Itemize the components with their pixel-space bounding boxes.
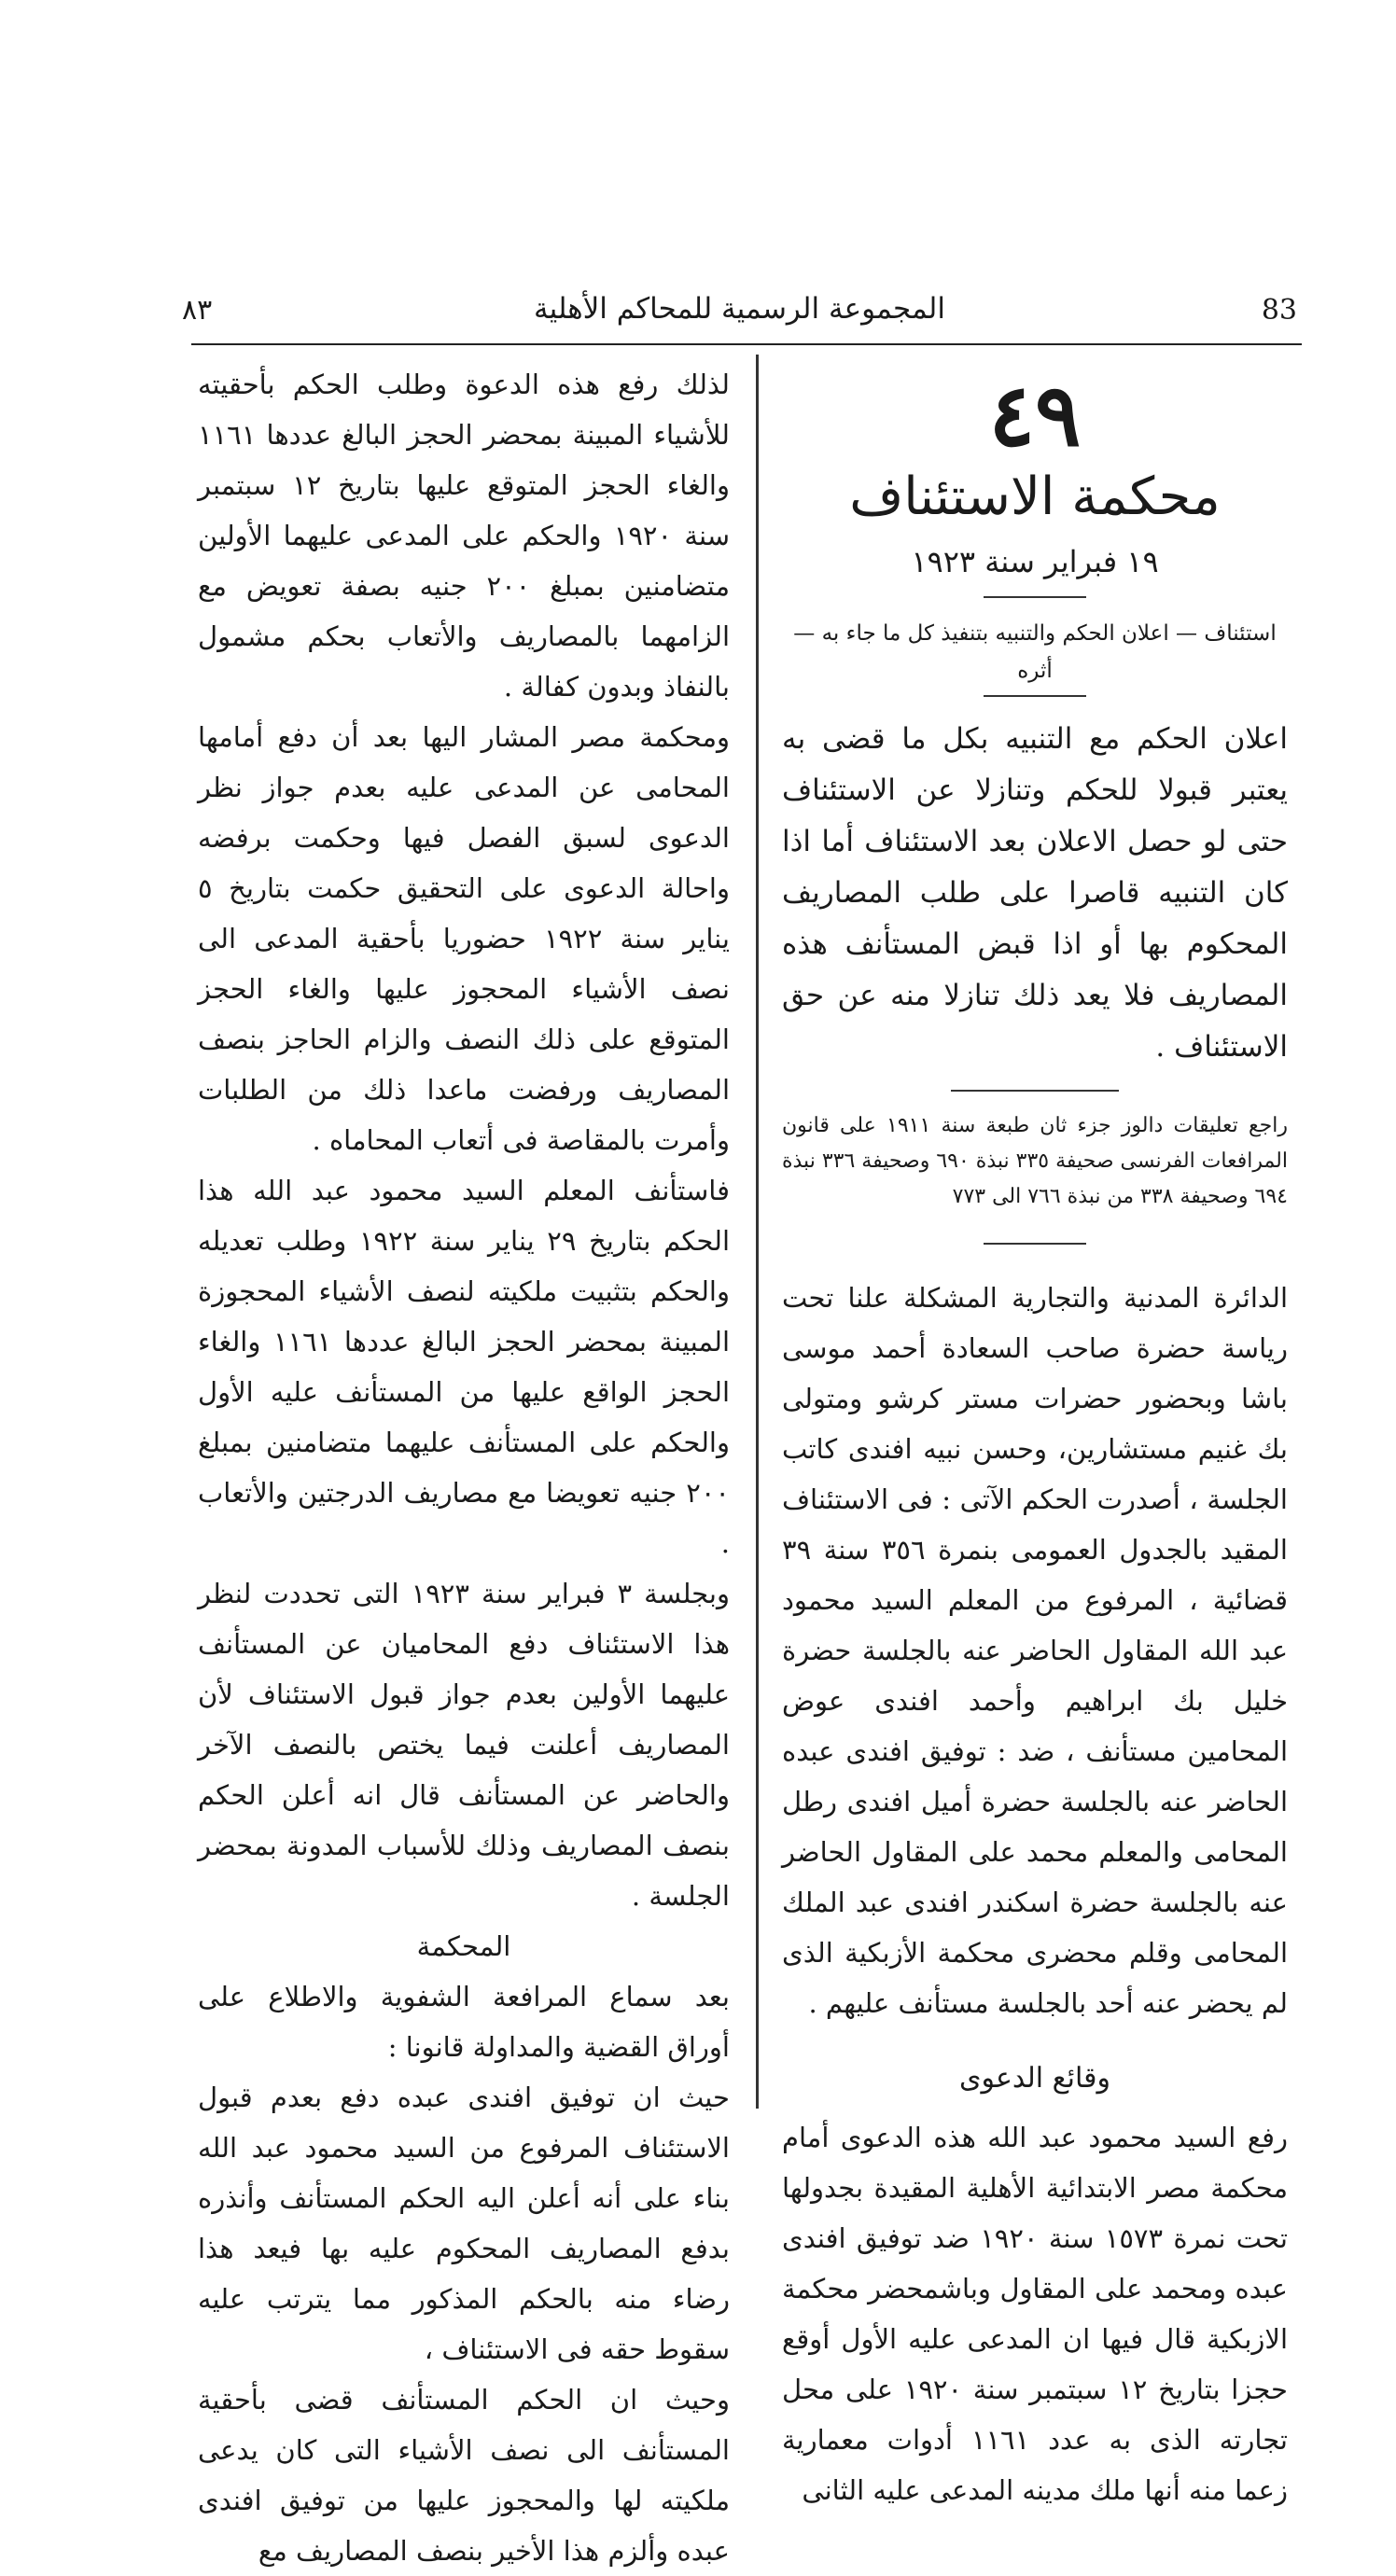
case-number: ٤٩ [988, 365, 1082, 466]
court-composition: الدائرة المدنية والتجارية المشكلة علنا تحت رياسة حضرة صاحب السعادة أحمد موسى باشا وبحضور حضرات مستر كرشو ومتولى بك غنيم مستشارين، وحسن نبيه افندى كاتب الجلسة ، أصدرت الحكم الآتى : فى الاستئناف المقيد بالجدول العمومى بنمرة ٣٥٦ سنة ٣٩ قضائية ، المرفوع من المعلم السيد محمود عبد الله المقاول الحاضر عنه بالجلسة حضرة خليل بك ابراهيم وأحمد افندى عوض المحامين مستأنف ، ضد : توفيق افندى عبده الحاضر عنه بالجلسة حضرة أميل افندى رطل المحامى والمعلم محمد على المقاول الحاضر عنه بالجلسة حضرة اسكندر افندى عبد الملك المحامى وقلم محضرى محكمة الأزبكية الذى لم يحضر عنه أحد بالجلسة مستأنف عليهم . [782, 1282, 1288, 2019]
paragraph: ومحكمة مصر المشار اليها بعد أن دفع أمامها المحامى عن المدعى عليه بعدم جواز نظر الدعوى لسبق الفصل فيها وحكمت برفضه واحالة الدعوى على التحقيق حكمت بتاريخ ٥ يناير سنة ١٩٢٢ حضوريا بأحقية المدعى الى نصف الأشياء المحجوز عليها والغاء الحجز المتوقع على ذلك النصف والزام الحاجز بنصف المصاريف ورفضت ماعدا ذلك من الطلبات وأمرت بالمقاصة فى أتعاب المحاماه . [198, 721, 730, 1156]
page-header [182, 285, 1297, 341]
page-number-arabic: ٨٣ [182, 294, 213, 327]
doctrine-reference: راجع تعليقات دالوز جزء ثان طبعة سنة ١٩١١ على قانون المرافعات الفرنسى صحيفة ٣٣٥ نبذة ٦٩٠ وصحيفة ٣٣٦ نبذة ٦٩٤ وصحيفة ٣٣٨ من نبذة ٧٦٦ الى ٧٧٣ [781, 1114, 1288, 1208]
right-column [782, 359, 1288, 2515]
court-name: محكمة الاستئناف [849, 466, 1221, 527]
case-date: ١٩ فبراير سنة ١٩٢٣ [911, 544, 1159, 579]
left-column [198, 359, 730, 2576]
facts-heading: وقائع الدعوى [959, 2062, 1110, 2095]
short-rule [984, 596, 1086, 598]
column-divider [756, 355, 759, 2109]
paragraph: بعد سماع المرافعة الشفوية والاطلاع على أوراق القضية والمداولة قانونا : [198, 1981, 730, 2063]
header-rule [191, 343, 1302, 345]
paragraph: حيث ان توفيق افندى عبده دفع بعدم قبول الاستئناف المرفوع من السيد محمود عبد الله بناء على أنه أعلن اليه الحكم المستأنف وأنذره بدفع المصاريف المحكوم عليه بها فيعد هذا رضاء منه بالحكم المذكور مما يترتب عليه سقوط حقه فى الاستئناف ، [198, 2082, 730, 2365]
short-rule [951, 1090, 1119, 1092]
page-number-latin: 83 [1261, 294, 1297, 327]
paragraph: وحيث ان الحكم المستأنف قضى بأحقية المستأنف الى نصف الأشياء التى كان يدعى ملكيته لها والمحجوز عليها من توفيق افندى عبده وألزم هذا الأخير بنصف المصاريف مع [198, 2384, 730, 2567]
case-keywords: استئناف — اعلان الحكم والتنبيه بتنفيذ كل ما جاء به — أثره [793, 621, 1277, 683]
short-rule [984, 1243, 1086, 1245]
short-rule [984, 695, 1086, 697]
paragraph: وبجلسة ٣ فبراير سنة ١٩٢٣ التى تحددت لنظر هذا الاستئناف دفع المحاميان عن المستأنف عليهما الأولين بعدم جواز قبول الاستئناف لأن المصاريف أعلنت فيما يختص بالنصف الآخر والحاضر عن المستأنف قال انه أعلن الحكم بنصف المصاريف وذلك للأسباب المدونة بمحضر الجلسة . [198, 1578, 730, 1912]
case-holding: اعلان الحكم مع التنبيه بكل ما قضى به يعتبر قبولا للحكم وتنازلا عن الاستئناف حتى لو حصل الاعلان بعد الاستئناف أما اذا كان التنبيه قاصرا على طلب المصاريف المحكوم بها أو اذا قبض المستأنف هذه المصاريف فلا يعد ذلك تنازلا منه عن حق الاستئناف . [782, 722, 1288, 1064]
running-title: المجموعة الرسمية للمحاكم الأهلية [534, 292, 945, 326]
facts-paragraph: رفع السيد محمود عبد الله هذه الدعوى أمام محكمة مصر الابتدائية الأهلية المقيدة بجدولها تحت نمرة ١٥٧٣ سنة ١٩٢٠ ضد توفيق افندى عبده ومحمد على المقاول وباشمحضر محكمة الازبكية قال فيها ان المدعى عليه الأول أوقع حجزا بتاريخ ١٢ سبتمبر سنة ١٩٢٠ على محل تجارته الذى به عدد ١١٦١ أدوات معمارية زعما منه أنها ملك مدينه المدعى عليه الثانى [782, 2122, 1288, 2506]
court-heading: المحكمة [416, 1930, 511, 1962]
paragraph: فاستأنف المعلم السيد محمود عبد الله هذا الحكم بتاريخ ٢٩ يناير سنة ١٩٢٢ وطلب تعديله والحكم بتثبيت ملكيته لنصف الأشياء المحجوزة المبينة بمحضر الحجز البالغ عددها ١١٦١ والغاء الحجز الواقع عليها من المستأنف عليه الأول والحكم على المستأنف عليهما متضامنين بمبلغ ٢٠٠ جنيه تعويضا مع مصاريف الدرجتين والأتعاب . [198, 1175, 731, 1559]
paragraph: لذلك رفع هذه الدعوة وطلب الحكم بأحقيته للأشياء المبينة بمحضر الحجز البالغ عددها ١١٦١ والغاء الحجز المتوقع عليها بتاريخ ١٢ سبتمبر سنة ١٩٢٠ والحكم على المدعى عليهما الأولين متضامنين بمبلغ ٢٠٠ جنيه بصفة تعويض مع الزامهما بالمصاريف والأتعاب بحكم مشمول بالنفاذ وبدون كفالة . [198, 369, 730, 703]
